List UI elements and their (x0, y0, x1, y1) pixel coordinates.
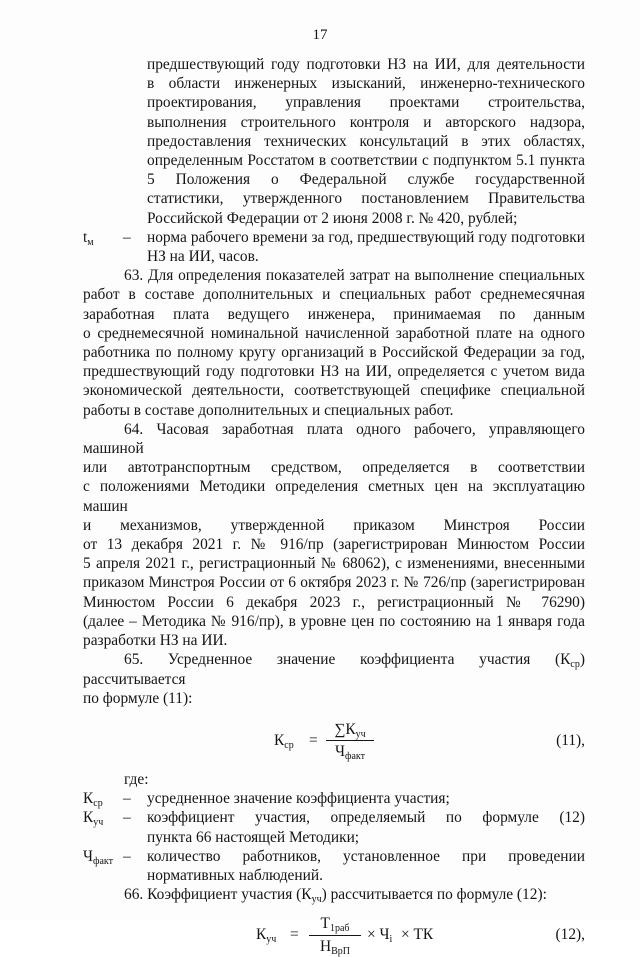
paragraph-63 (83, 266, 585, 420)
definition-kcp (83, 789, 585, 808)
text-line: предшествующий году подготовки НЗ на ИИ, определяется с учетом вида (83, 363, 585, 381)
fraction-numerator: $Т_{1раб}$ (320, 915, 350, 935)
text-line: разработки НЗ на ИИ. (83, 632, 228, 650)
text-line: проектирования, управления проектами строительства, (147, 94, 585, 112)
definition-symbol: $К_{уч}$ (83, 809, 104, 829)
text-line: Российской Федерации от 2 июня 2008 г. № 420, рублей; (147, 209, 518, 227)
paragraph-65 (83, 650, 585, 708)
text-line: усредненное значение коэффициента участия; (147, 790, 450, 808)
fraction-denominator: $Н_{ВрП}$ (319, 937, 351, 957)
text-line: НЗ на ИИ, часов. (147, 248, 259, 266)
definition-dash: – (123, 809, 131, 827)
text-line: коэффициент участия, определяемый по формуле (12) (147, 809, 585, 827)
formula-number: (12), (555, 926, 585, 944)
text-line: работника по полному кругу организаций в Российской Федерации за год, (83, 344, 585, 362)
formula-factor-chi: × $Ч_i$ (367, 926, 393, 946)
text-line: 63. Для определения показателей затрат на выполнение специальных (124, 267, 585, 285)
text-line: выполнения строительного контроля и авторского надзора, (147, 113, 585, 131)
fraction-bar (326, 740, 374, 741)
text-line: нормативных наблюдений. (147, 866, 323, 884)
text-line: работ в составе дополнительных и специальных работ среднемесячная (83, 286, 585, 304)
text-line: предшествующий году подготовки НЗ на ИИ, для деятельности (147, 56, 585, 73)
formula-11 (83, 708, 585, 768)
definition-tm (83, 228, 585, 266)
page-body (83, 55, 585, 956)
definition-dash: – (123, 228, 131, 246)
fraction-numerator: $\sum К_{уч}$ (334, 720, 366, 740)
paragraph-66: 66. Коэффициент участия $(К_{уч})$ рассчитывается по формуле (12): (124, 886, 547, 906)
text-line: пункта 66 настоящей Методики; (147, 828, 360, 846)
text-line: предоставления технических консультаций в этих областях, (147, 132, 585, 150)
definition-dash: – (123, 790, 131, 808)
formula-number: (11), (556, 731, 585, 749)
text-line: норма рабочего времени за год, предшествующий году подготовки (147, 228, 585, 246)
formula-lhs: $К_{ср}$ (274, 731, 294, 751)
text-line: статистики, утвержденного постановлением Правительства (147, 190, 585, 208)
definition-dash: – (123, 847, 131, 865)
text-line: (далее – Методика № 916/пр), в уровне цен по состоянию на 1 января года (83, 612, 585, 630)
text-line: 65. Усредненное значение коэффициента участия $(К_{ср})$ рассчитывается (83, 651, 585, 688)
definition-chfakt (83, 847, 585, 885)
definition-symbol: $Ч_{факт}$ (83, 847, 114, 867)
page-number: 17 (312, 27, 328, 43)
text-line: работы в составе дополнительных и специальных работ. (83, 401, 454, 419)
definition-continuation (83, 55, 585, 228)
text-line: 64. Часовая заработная плата одного рабочего, управляющего машиной (83, 420, 585, 458)
text-line: от 13 декабря 2021 г. № 916/пр (зарегистрирован Минюстом России (83, 536, 585, 554)
text-line: экономической деятельности, соответствующей специфике специальной (83, 382, 585, 400)
text-line: с положениями Методики определения сметных цен на эксплуатацию машин (83, 478, 585, 515)
definition-symbol: $t_м$ (83, 228, 94, 248)
text-line: Минюстом России 6 декабря 2023 г., регистрационный № 76290) (83, 593, 585, 611)
text-line: о среднемесячной номинальной начисленной заработной плате на одного (83, 324, 585, 342)
formula-factor-tk: × ТК (401, 926, 434, 944)
formula-equals: = (309, 731, 318, 749)
text-line: количество работников, установленное при проведении (147, 847, 585, 865)
formula-lhs: $К_{уч}$ (256, 926, 277, 946)
text-line: или автотранспортным средством, определяется в соответствии (83, 459, 585, 477)
definition-kuch (83, 808, 585, 846)
text-line: заработная плата ведущего инженера, принимаемая по данным (83, 305, 585, 323)
fraction-bar (309, 935, 361, 936)
paragraph-64 (83, 420, 585, 650)
where-label: где: (124, 770, 149, 788)
formula-equals: = (290, 926, 299, 944)
fraction-denominator: $Ч_{факт}$ (334, 743, 366, 763)
formula-fraction (326, 720, 374, 761)
definition-symbol: $К_{ср}$ (83, 790, 103, 810)
text-line: и механизмов, утвержденной приказом Минстроя России (83, 516, 585, 534)
text-line: в области инженерных изысканий, инженерно-технического (147, 75, 585, 93)
text-line: по формуле (11): (83, 689, 193, 707)
text-line: 5 апреля 2021 г., регистрационный № 68062), с изменениями, внесенными (83, 555, 585, 573)
text-line: приказом Минстроя России от 6 октября 2023 г. № 726/пр (зарегистрирован (83, 574, 585, 592)
formula-12 (83, 904, 585, 956)
text-line: 5 Положения о Федеральной службе государственной (147, 171, 585, 189)
text-line: определенным Росстатом в соответствии с подпунктом 5.1 пункта (147, 152, 585, 170)
